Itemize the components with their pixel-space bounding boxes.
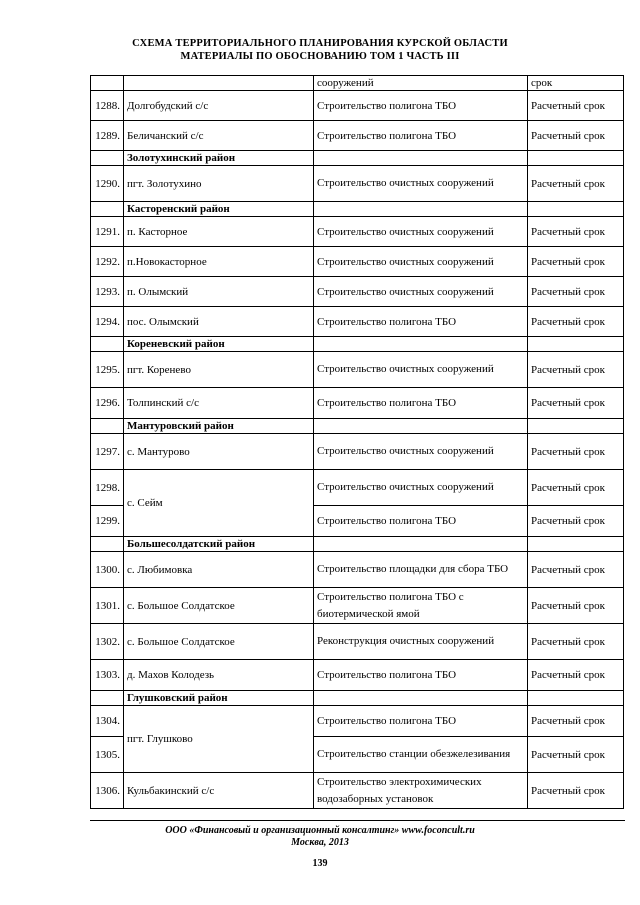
term-cell	[528, 151, 624, 166]
header-title-line2: МАТЕРИАЛЫ ПО ОБОСНОВАНИЮ ТОМ 1 ЧАСТЬ III	[180, 51, 460, 62]
action-cell: Строительство электрохимических водозаборных установок	[314, 773, 528, 809]
term-cell: Расчетный срок	[528, 434, 624, 470]
term-cell: срок	[528, 76, 624, 91]
action-cell: Строительство очистных сооружений	[314, 352, 528, 388]
row-number-cell: 1288.	[91, 91, 124, 121]
table-row	[91, 660, 624, 691]
measures-table	[90, 75, 624, 809]
district-name: Глушковский район	[124, 691, 314, 706]
district-row	[91, 337, 624, 352]
place-cell	[124, 76, 314, 91]
district-name: Кореневский район	[124, 337, 314, 352]
action-cell: Строительство полигона ТБО	[314, 388, 528, 419]
place-cell: д. Махов Колодезь	[124, 660, 314, 691]
district-row	[91, 202, 624, 217]
row-number-cell	[91, 76, 124, 91]
table-row	[91, 470, 624, 506]
action-cell: Строительство полигона ТБО	[314, 506, 528, 537]
place-cell: пгт. Глушково	[124, 706, 314, 773]
page-footer	[0, 825, 640, 849]
district-row	[91, 691, 624, 706]
district-row	[91, 419, 624, 434]
district-row	[91, 151, 624, 166]
term-cell: Расчетный срок	[528, 388, 624, 419]
place-cell: Кульбакинский с/с	[124, 773, 314, 809]
term-cell	[528, 337, 624, 352]
row-number-cell: 1303.	[91, 660, 124, 691]
action-cell: сооружений	[314, 76, 528, 91]
action-cell	[314, 202, 528, 217]
action-cell: Строительство полигона ТБО	[314, 121, 528, 151]
term-cell: Расчетный срок	[528, 588, 624, 624]
header-title-line1: СХЕМА ТЕРРИТОРИАЛЬНОГО ПЛАНИРОВАНИЯ КУРСКОЙ ОБЛАСТИ	[132, 38, 508, 49]
term-cell: Расчетный срок	[528, 352, 624, 388]
term-cell: Расчетный срок	[528, 552, 624, 588]
place-cell: с. Большое Солдатское	[124, 624, 314, 660]
action-cell: Строительство очистных сооружений	[314, 217, 528, 247]
table-row	[91, 588, 624, 624]
table-row	[91, 76, 624, 91]
place-cell: пгт. Золотухино	[124, 166, 314, 202]
term-cell: Расчетный срок	[528, 217, 624, 247]
row-number-cell	[91, 537, 124, 552]
term-cell	[528, 419, 624, 434]
footer-company: ООО «Финансовый и организационный консалтинг» www.foconcult.ru	[165, 825, 475, 836]
term-cell: Расчетный срок	[528, 247, 624, 277]
action-cell: Строительство полигона ТБО	[314, 660, 528, 691]
table-row	[91, 352, 624, 388]
row-number-cell: 1300.	[91, 552, 124, 588]
term-cell: Расчетный срок	[528, 773, 624, 809]
row-number-cell	[91, 337, 124, 352]
district-name: Мантуровский район	[124, 419, 314, 434]
action-cell	[314, 691, 528, 706]
row-number-cell: 1301.	[91, 588, 124, 624]
place-cell: с. Мантурово	[124, 434, 314, 470]
row-number-cell: 1294.	[91, 307, 124, 337]
place-cell: пгт. Коренево	[124, 352, 314, 388]
row-number-cell: 1289.	[91, 121, 124, 151]
table-row	[91, 773, 624, 809]
term-cell: Расчетный срок	[528, 307, 624, 337]
term-cell: Расчетный срок	[528, 624, 624, 660]
table-row	[91, 121, 624, 151]
row-number-cell: 1297.	[91, 434, 124, 470]
term-cell: Расчетный срок	[528, 706, 624, 737]
row-number-cell: 1302.	[91, 624, 124, 660]
place-cell: Беличанский с/с	[124, 121, 314, 151]
row-number-cell: 1295.	[91, 352, 124, 388]
term-cell	[528, 691, 624, 706]
place-cell: с. Любимовка	[124, 552, 314, 588]
table-row	[91, 388, 624, 419]
action-cell	[314, 337, 528, 352]
row-number-cell: 1291.	[91, 217, 124, 247]
term-cell: Расчетный срок	[528, 470, 624, 506]
row-number-cell: 1298.	[91, 470, 124, 506]
footer-divider	[90, 820, 625, 821]
action-cell: Строительство полигона ТБО	[314, 91, 528, 121]
table-row	[91, 706, 624, 737]
place-cell: Толпинский с/с	[124, 388, 314, 419]
row-number-cell: 1292.	[91, 247, 124, 277]
district-name: Большесолдатский район	[124, 537, 314, 552]
term-cell: Расчетный срок	[528, 121, 624, 151]
action-cell: Строительство очистных сооружений	[314, 166, 528, 202]
action-cell: Строительство полигона ТБО с биотермической ямой	[314, 588, 528, 624]
place-cell: п. Касторное	[124, 217, 314, 247]
row-number-cell	[91, 151, 124, 166]
term-cell: Расчетный срок	[528, 506, 624, 537]
action-cell: Строительство площадки для сбора ТБО	[314, 552, 528, 588]
district-name: Золотухинский район	[124, 151, 314, 166]
place-cell: Долгобудский с/с	[124, 91, 314, 121]
row-number-cell: 1299.	[91, 506, 124, 537]
action-cell: Строительство очистных сооружений	[314, 277, 528, 307]
table-row	[91, 277, 624, 307]
table-row	[91, 307, 624, 337]
action-cell: Строительство очистных сооружений	[314, 247, 528, 277]
term-cell: Расчетный срок	[528, 277, 624, 307]
term-cell: Расчетный срок	[528, 166, 624, 202]
row-number-cell	[91, 202, 124, 217]
action-cell: Реконструкция очистных сооружений	[314, 624, 528, 660]
table-row	[91, 217, 624, 247]
term-cell: Расчетный срок	[528, 91, 624, 121]
row-number-cell: 1293.	[91, 277, 124, 307]
row-number-cell: 1290.	[91, 166, 124, 202]
term-cell: Расчетный срок	[528, 737, 624, 773]
table-row	[91, 624, 624, 660]
table-row	[91, 434, 624, 470]
row-number-cell: 1304.	[91, 706, 124, 737]
place-cell: п. Олымский	[124, 277, 314, 307]
place-cell: п.Новокасторное	[124, 247, 314, 277]
table-row	[91, 552, 624, 588]
row-number-cell: 1305.	[91, 737, 124, 773]
term-cell	[528, 537, 624, 552]
table-row	[91, 166, 624, 202]
footer-city-year: Москва, 2013	[291, 837, 349, 848]
action-cell: Строительство очистных сооружений	[314, 470, 528, 506]
action-cell: Строительство полигона ТБО	[314, 307, 528, 337]
row-number-cell	[91, 419, 124, 434]
row-number-cell	[91, 691, 124, 706]
row-number-cell: 1306.	[91, 773, 124, 809]
place-cell: пос. Олымский	[124, 307, 314, 337]
action-cell	[314, 419, 528, 434]
action-cell: Строительство полигона ТБО	[314, 706, 528, 737]
action-cell	[314, 537, 528, 552]
page-number: 139	[312, 858, 328, 869]
action-cell	[314, 151, 528, 166]
table-row	[91, 91, 624, 121]
place-cell: с. Сейм	[124, 470, 314, 537]
page-header	[0, 37, 640, 63]
district-row	[91, 537, 624, 552]
table-row	[91, 247, 624, 277]
action-cell: Строительство станции обезжелезивания	[314, 737, 528, 773]
term-cell: Расчетный срок	[528, 660, 624, 691]
term-cell	[528, 202, 624, 217]
row-number-cell: 1296.	[91, 388, 124, 419]
place-cell: с. Большое Солдатское	[124, 588, 314, 624]
district-name: Касторенский район	[124, 202, 314, 217]
action-cell: Строительство очистных сооружений	[314, 434, 528, 470]
